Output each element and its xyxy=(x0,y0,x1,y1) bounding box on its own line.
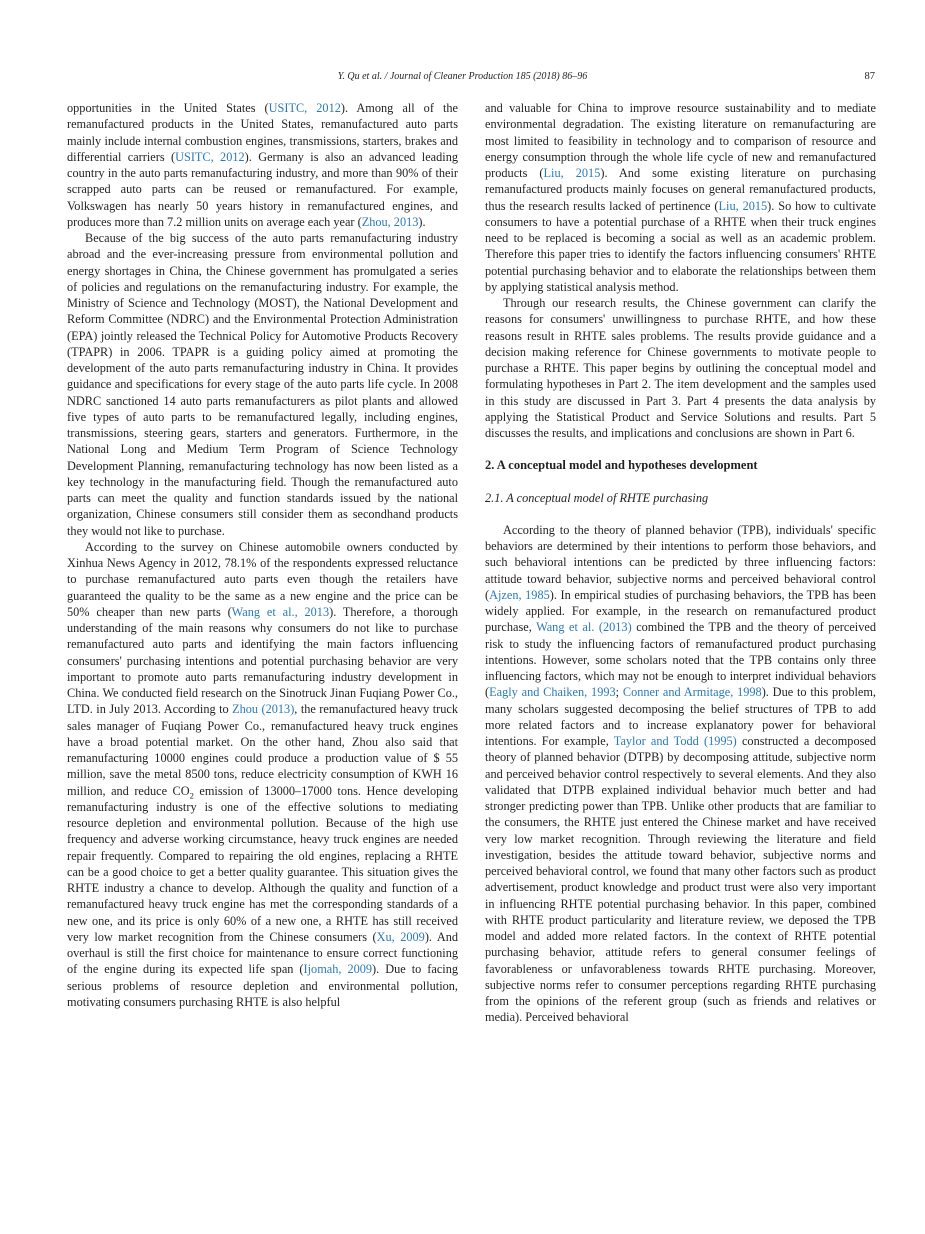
right-column xyxy=(485,100,876,1026)
section-heading: 2. A conceptual model and hypotheses development xyxy=(485,458,758,473)
paragraph: Because of the big success of the auto parts remanufacturing industry abroad and the ever-increasing pressure from environmental pollution and energy shortages in China, the Chinese government has promulgated a series of policies and regulations on the remanufacturing industry. For example, the Ministry of Science and Technology (MOST), the National Development and Reform Committee (NDRC) and the Environmental Protection Administration (EPA) jointly released the Technical Policy for Automotive Products Recovery (TPAPR) in 2006. TPAPR is a guiding policy aimed at promoting the development of the auto parts remanufacturing industry in China. It provides guidance and specifications for every stage of the auto parts life cycle. In 2008 NDRC sanctioned 14 auto parts remanufacturers as pilot plants and allowed five types of auto parts to be remanufactured legally, including engines, transmissions, steering gears, starters and generators. Furthermore, in the National Long and Medium Term Program of Science Technology Development Planning, remanufacturing technology has now been listed as a key technology in the manufacturing field. Though the remanufactured auto parts can meet the quality and function standards issued by the national organization, Chinese consumers still consider them as secondhand products they would not like to purchase. xyxy=(67,231,458,538)
citation-link[interactable]: Ijomah, 2009 xyxy=(303,962,373,977)
citation-link[interactable]: Ajzen, 1985 xyxy=(489,587,550,602)
citation-link[interactable]: USITC, 2012 xyxy=(175,149,245,164)
citation-link[interactable]: Liu, 2015 xyxy=(718,198,768,213)
citation-link[interactable]: Zhou (2013) xyxy=(232,702,295,717)
paragraph: Through our research results, the Chinese government can clarify the reasons for consumers' unwillingness to purchase RHTE, and how these reasons result in RHTE sales problems. The results provide guidance and a decision making reference for Chinese governments to motivate people to purchase a RHTE. This paper begins by outlining the conceptual model and formulating hypotheses in Part 2. The item development and the samples used in this study are discussed in Part 3. Part 4 presents the data analysis by applying the Statistical Product and Service Solutions and results. Part 5 discusses the results, and implications and conclusions are shown in Part 6. xyxy=(485,296,876,440)
citation-link[interactable]: Wang et al. (2013) xyxy=(536,620,632,635)
paragraph: opportunities in the United States (USITC, 2012). Among all of the remanufactured products in the United States, remanufactured auto parts mainly include internal combustion engines, transmissions, starters, brakes and differential carriers (USITC, 2012). Germany is also an advanced leading country in the auto parts remanufacturing industry, and more than 90% of their scrapped auto parts can be reused or remanufactured. For example, Volkswagen has nearly 50 years history in remanufactured engines, and produces more than 7.2 million units on average each year (Zhou, 2013). xyxy=(67,101,458,229)
citation-link[interactable]: USITC, 2012 xyxy=(268,101,341,115)
subsection-heading: 2.1. A conceptual model of RHTE purchasing xyxy=(485,490,709,505)
citation-link[interactable]: Eagly and Chaiken, 1993 xyxy=(489,685,616,700)
left-column xyxy=(67,100,458,1010)
paragraph: According to the theory of planned behavior (TPB), individuals' specific behaviors are determined by their intentions to perform those behaviors, and such behavioral intentions can be predicted by three influencing factors: attitude toward behavior, subjective norms and perceived behavioral control (Ajzen, 1985). In empirical studies of purchasing behaviors, the TPB has been widely applied. For example, in the research on remanufactured product purchase, Wang et al. (2013) combined the TPB and the theory of perceived risk to study the influencing factors of remanufactured product purchasing intentions. However, some scholars noted that the TPB contains only three influencing factors, which may not be enough to interpret individual behaviors (Eagly and Chaiken, 1993; Conner and Armitage, 1998). Due to this problem, many scholars suggested decomposing the belief structures of TPB to add more related factors and to increase explanatory power for behavioral intentions. For example, Taylor and Todd (1995) constructed a decomposed theory of planned behavior (DTPB) by decomposing attitude, subjective norm and perceived behavior control respectively to several elements. And they also validated that DTPB explained individual behavior much better and had stronger predicting power than TPB. Unlike other products that are familiar to the consumers, the RHTE just entered the Chinese market and have received very low market recognition. Through reviewing the literature and field investigation, besides the attitude toward behavior, subjective norms and perceived behavioral control, we found that many other factors such as product advertisement, product knowledge and product trust were also very important in influencing RHTE potential purchasing behavior. In this paper, combined with RHTE product particularity and literature review, we deposed the TPB model and added more related factors. In the context of RHTE potential purchasing behavior, attitude refers to general consumer feelings of favorableness or unfavorableness towards RHTE purchasing. Moreover, subjective norms refer to consumer perceptions regarding RHTE purchasing from the opinions of the referent group (such as friends and relatives or media). Perceived behavioral xyxy=(485,522,876,1025)
citation-link[interactable]: Wang et al., 2013 xyxy=(231,604,330,619)
journal-citation: Y. Qu et al. / Journal of Cleaner Production 185 (2018) 86–96 xyxy=(337,71,588,82)
spacer xyxy=(485,506,876,522)
paragraph: According to the survey on Chinese automobile owners conducted by Xinhua News Agency in 2012, 78.1% of the respondents expressed reluctance to purchase remanufactured auto parts even though the retailers have guaranteed the quality to be the same as a new engine and the price can be 50% cheaper than new parts (Wang et al., 2013). Therefore, a thorough understanding of the main reasons why consumers do not like to purchase remanufactured auto parts and identifying the main factors influencing consumers' purchasing intentions and potential purchasing behavior are very important to promote auto parts remanufacturing industry development in China. We conducted field research on the Sinotruck Jinan Fuqiang Power Co., LTD. in July 2013. According to Zhou (2013), the remanufactured heavy truck sales manager of Fuqiang Power Co., remanufactured heavy truck engines have a broad potential market. On the other hand, Zhou also said that remanufacturing 10000 engines could produce a production value of $ 55 million, save the metal 8500 tons, reduce electricity consumption of KWH 16 million, and reduce $CO_2$ emission of 13000–17000 tons. Hence developing remanufacturing industry is one of the effective solutions to mediating resource depletion and environmental pollution. Because of the high use frequency and adverse working circumstance, heavy truck engines are needed repair frequently. Compared to repairing the old engines, replacing a RHTE can be a good choice to get a better quality guarantee. This situation gives the RHTE industry a chance to develop. Although the quality and function of a remanufactured heavy truck engine has met the corresponding standards of a new one, and its price is only 60% of a new one, a RHTE has still received very low market recognition from the Chinese consumers (Xu, 2009). And overhaul is still the first choice for maintenance to ensure correct functioning of the engine during its expected life span (Ijomah, 2009). Due to facing serious problems of resource depletion and environmental pollution, motivating consumers purchasing RHTE is also helpful xyxy=(67,539,459,1009)
page-number: 87 xyxy=(864,71,875,82)
citation-link[interactable]: Taylor and Todd (1995) xyxy=(613,734,737,748)
citation-link[interactable]: Xu, 2009 xyxy=(376,929,425,944)
citation-link[interactable]: Conner and Armitage, 1998 xyxy=(622,685,762,700)
citation-link[interactable]: Zhou, 2013 xyxy=(361,214,419,229)
running-head xyxy=(0,71,925,82)
paragraph: and valuable for China to improve resource sustainability and to mediate environmental degradation. The existing literature on remanufacturing are most limited to feasibility in technology and to comparison of resource and energy consumption through the whole life cycle of new and remanufactured products (Liu, 2015). And some existing literature on purchasing remanufactured products mainly focuses on general remanufactured products, thus the research results lacked of pertinence (Liu, 2015). So how to cultivate consumers to have a potential purchase of a RHTE when their truck engines need to be replaced is becoming a social as well as an academic problem. Therefore this paper tries to identify the factors influencing consumers' RHTE potential purchasing behavior and to elaborate the relationships between them by applying statistical analysis method. xyxy=(485,101,877,294)
citation-link[interactable]: Liu, 2015 xyxy=(543,166,601,180)
